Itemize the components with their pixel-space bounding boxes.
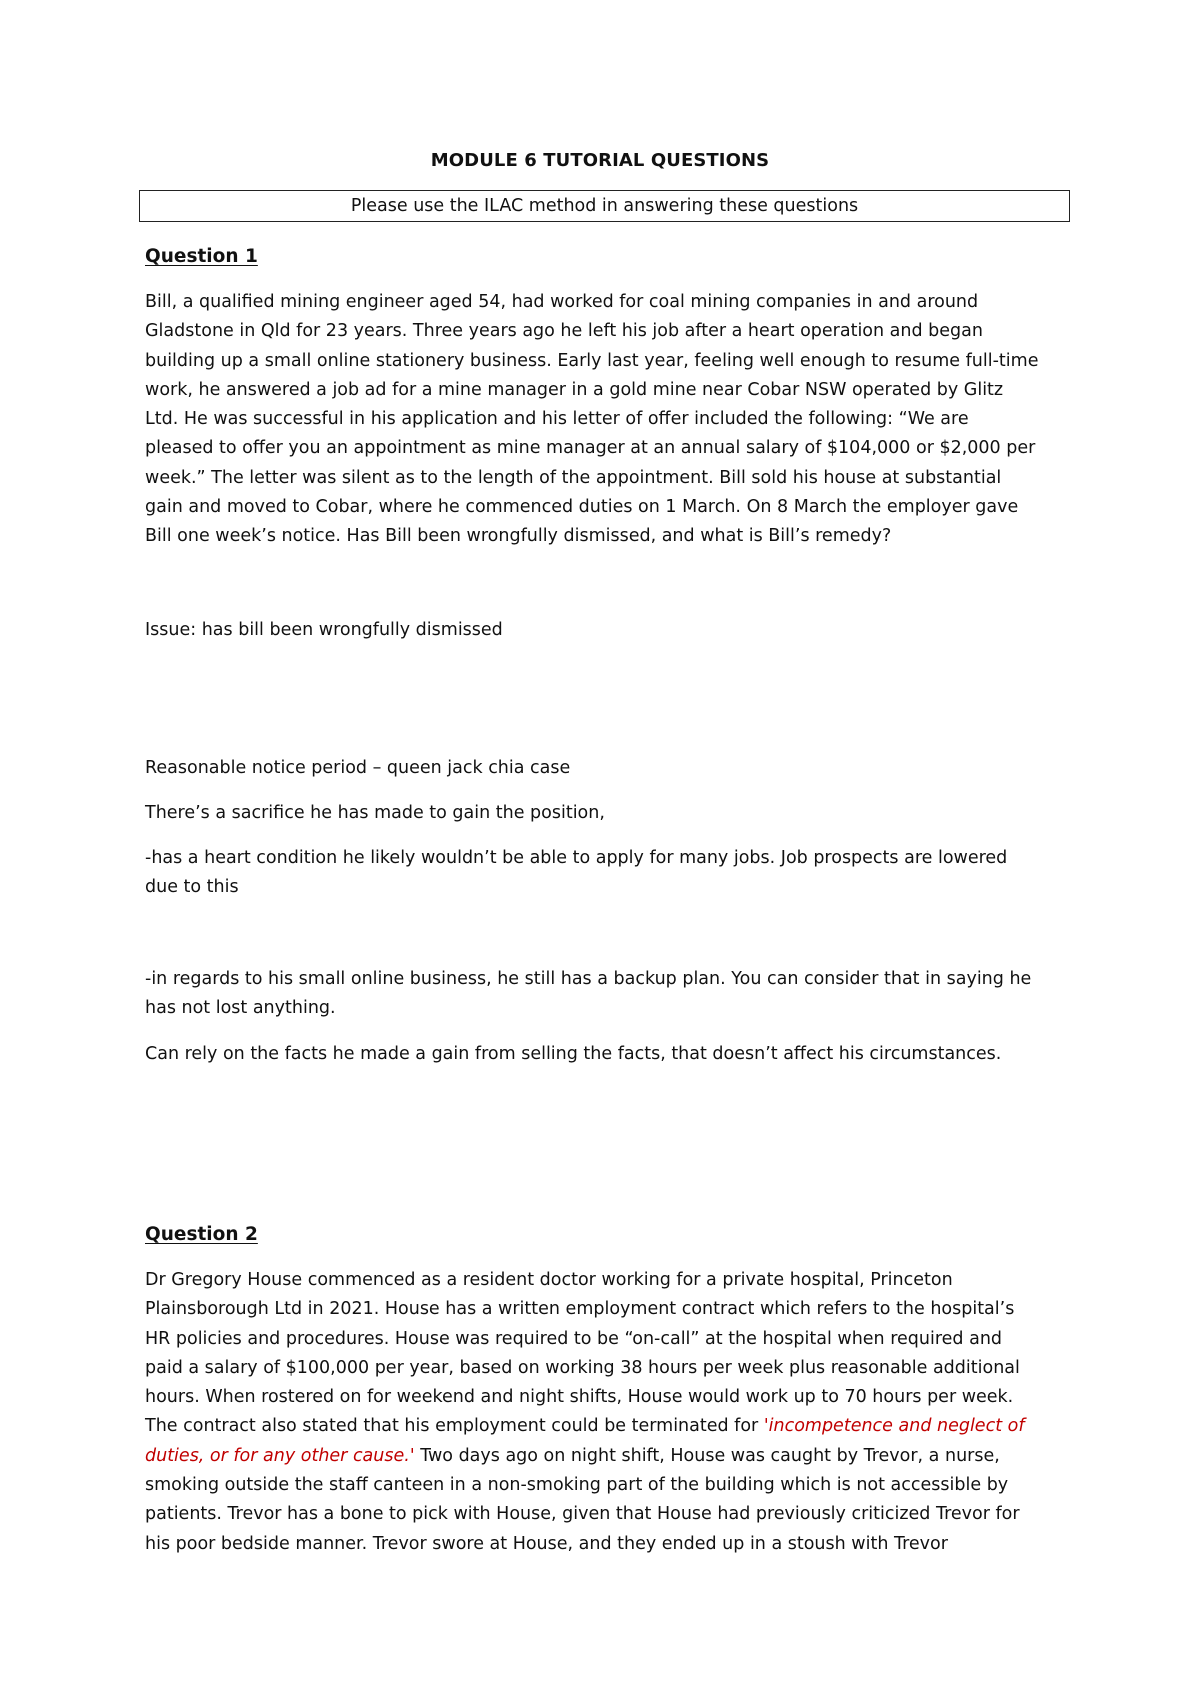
note-heart-condition: [145, 844, 1075, 903]
contract-clause-quote: 'incompetence and neglect of: [763, 1416, 1025, 1437]
question-1-heading: Question 1: [145, 246, 258, 267]
question-1-line: Ltd. He was successful in his application and his letter of offer included the following: “We are: [145, 409, 969, 430]
note-text: Can rely on the facts he made a gain from selling the facts, that doesn’t affect his circumstances.: [145, 1044, 1002, 1064]
note-house-gain: [145, 1040, 1075, 1069]
note-text: There’s a sacrifice he has made to gain the position,: [145, 803, 605, 823]
note-sacrifice: [145, 799, 1075, 828]
question-1-line: Bill one week’s notice. Has Bill been wrongfully dismissed, and what is Bill’s remedy?: [145, 526, 892, 547]
question-1-line: gain and moved to Cobar, where he commenced duties on 1 March. On 8 March the employer gave: [145, 497, 1019, 518]
note-reasonable-notice: [145, 754, 1075, 783]
question-2-line: patients. Trevor has a bone to pick with House, given that House had previously criticized Trevor for: [145, 1504, 1020, 1525]
question-1-line: work, he answered a job ad for a mine manager in a gold mine near Cobar NSW operated by Glitz: [145, 379, 1004, 400]
instruction-box: [139, 190, 1070, 222]
question-1-line: Bill, a qualified mining engineer aged 54, had worked for coal mining companies in and around: [145, 292, 979, 312]
question-1-line: pleased to offer you an appointment as mine manager at an annual salary of $104,000 or $2,000 per: [145, 438, 1036, 459]
question-1-line: building up a small online stationery business. Early last year, feeling well enough to resume full-time: [145, 350, 1039, 371]
question-1-line: week.” The letter was silent as to the length of the appointment. Bill sold his house at substantial: [145, 467, 1002, 488]
question-2-heading: Question 2: [145, 1224, 258, 1245]
note-text: due to this: [145, 877, 239, 898]
question-1-line: Gladstone in Qld for 23 years. Three years ago he left his job after a heart operation and began: [145, 321, 983, 342]
note-text: -has a heart condition he likely wouldn’t be able to apply for many jobs. Job prospects are lowered: [145, 848, 1008, 868]
note-online-business: [145, 965, 1075, 1024]
question-2-text: Two days ago on night shift, House was caught by Trevor, a nurse,: [414, 1445, 1000, 1466]
question-2-line: Plainsborough Ltd in 2021. House has a written employment contract which refers to the hospital’s: [145, 1299, 1015, 1320]
contract-clause-quote: duties, or for any other cause.': [145, 1445, 415, 1466]
question-1-body: [145, 288, 1075, 552]
question-2-line: [145, 1442, 1075, 1471]
question-2-line: paid a salary of $100,000 per year, based on working 38 hours per week plus reasonable additional: [145, 1357, 1020, 1378]
document-title: MODULE 6 TUTORIAL QUESTIONS: [430, 150, 770, 171]
question-2-line: Dr Gregory House commenced as a resident doctor working for a private hospital, Princeton: [145, 1270, 953, 1290]
note-text: -in regards to his small online business, he still has a backup plan. You can consider that in saying he: [145, 969, 1032, 989]
instruction-text: Please use the ILAC method in answering these questions: [350, 196, 859, 216]
note-text: Reasonable notice period – queen jack chia case: [145, 758, 571, 778]
note-text: has not lost anything.: [145, 998, 336, 1019]
question-2-line: his poor bedside manner. Trevor swore at House, and they ended up in a stoush with Trevor: [145, 1533, 948, 1554]
question-2-text: The contract also stated that his employment could be terminated for: [145, 1416, 764, 1437]
question-2-line: HR policies and procedures. House was required to be “on-call” at the hospital when required and: [145, 1328, 1003, 1349]
question-2-line: [145, 1412, 1075, 1441]
question-2-body: [145, 1266, 1075, 1559]
issue-text: Issue: has bill been wrongfully dismissed: [145, 620, 503, 640]
question-2-line: hours. When rostered on for weekend and night shifts, House would work up to 70 hours per week.: [145, 1387, 1014, 1408]
question-2-line: smoking outside the staff canteen in a non-smoking part of the building which is not accessible by: [145, 1475, 1009, 1496]
issue-note: [145, 616, 1075, 645]
